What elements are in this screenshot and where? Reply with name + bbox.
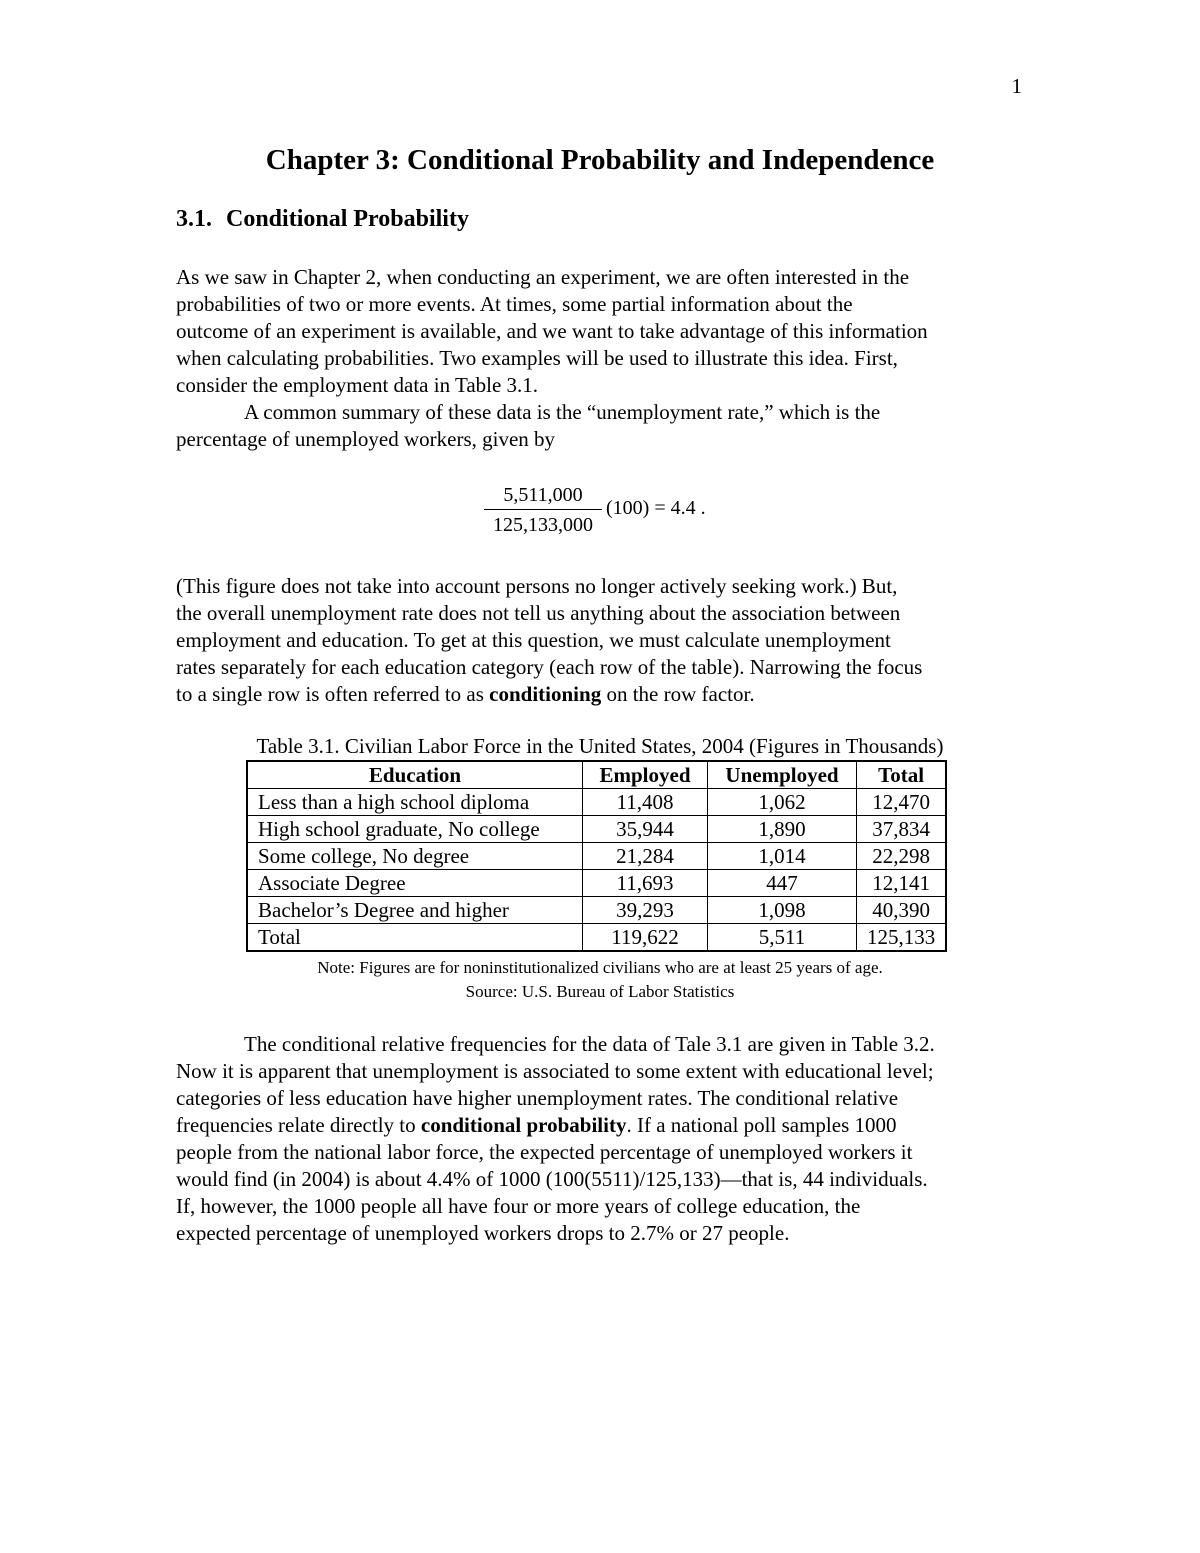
column-header: Education	[247, 761, 583, 789]
table-cell: 39,293	[583, 897, 708, 924]
bold-term: conditioning	[489, 682, 602, 706]
table-row	[247, 897, 946, 924]
fraction-denominator: 125,133,000	[493, 514, 593, 536]
text-line: categories of less education have higher unemployment rates. The conditional relative	[176, 1086, 899, 1110]
table-row	[247, 816, 946, 843]
table-cell: Total	[247, 924, 583, 952]
labor-force-table	[246, 760, 947, 952]
table-cell: 1,890	[708, 816, 857, 843]
text-line: As we saw in Chapter 2, when conducting an experiment, we are often interested in the	[176, 265, 910, 289]
table-cell: 119,622	[583, 924, 708, 952]
column-header: Total	[857, 761, 947, 789]
table-header-row	[247, 761, 946, 789]
text-line: probabilities of two or more events. At times, some partial information about the	[176, 292, 853, 316]
table-cell: 125,133	[857, 924, 947, 952]
text-line: the overall unemployment rate does not tell us anything about the association between	[176, 601, 901, 625]
text-span: frequencies relate directly to	[176, 1113, 421, 1137]
text-line: Now it is apparent that unemployment is associated to some extent with educational level;	[176, 1059, 934, 1083]
table-cell: 1,098	[708, 897, 857, 924]
fraction-bar	[484, 509, 602, 510]
text-line: percentage of unemployed workers, given by	[176, 427, 556, 451]
column-header: Unemployed	[708, 761, 857, 789]
table-cell: 12,470	[857, 789, 947, 816]
text-line: The conditional relative frequencies for the data of Tale 3.1 are given in Table 3.2.	[244, 1032, 935, 1056]
text-line: would find (in 2004) is about 4.4% of 1000 (100(5511)/125,133)—that is, 44 individuals.	[176, 1167, 928, 1191]
table-cell: 12,141	[857, 870, 947, 897]
section-title: Conditional Probability	[226, 206, 469, 232]
paragraph-intro	[176, 264, 1036, 453]
table-note: Note: Figures are for noninstitutionalized civilians who are at least 25 years of age.	[317, 958, 883, 977]
section-number: 3.1.	[176, 206, 212, 232]
text-span: . If a national poll samples 1000	[626, 1113, 897, 1137]
table-cell: High school graduate, No college	[247, 816, 583, 843]
page-number: 1	[1011, 74, 1022, 98]
section-heading	[176, 206, 469, 233]
table-cell: 5,511	[708, 924, 857, 952]
table-cell: 11,408	[583, 789, 708, 816]
text-line: employment and education. To get at this question, we must calculate unemployment	[176, 628, 891, 652]
table-cell: 11,693	[583, 870, 708, 897]
table-cell: 447	[708, 870, 857, 897]
table-cell: 1,062	[708, 789, 857, 816]
text-line: consider the employment data in Table 3.1.	[176, 373, 539, 397]
text-line: outcome of an experiment is available, and we want to take advantage of this information	[176, 319, 928, 343]
chapter-title: Chapter 3: Conditional Probability and Independence	[265, 144, 935, 176]
text-line: expected percentage of unemployed workers drops to 2.7% or 27 people.	[176, 1221, 790, 1245]
text-line: when calculating probabilities. Two examples will be used to illustrate this idea. First,	[176, 346, 898, 370]
table-cell: 22,298	[857, 843, 947, 870]
text-line	[176, 1112, 1036, 1139]
table-cell: 35,944	[583, 816, 708, 843]
table-row	[247, 870, 946, 897]
text-span: to a single row is often referred to as	[176, 682, 490, 706]
table-total-row	[247, 924, 946, 952]
table-cell: 37,834	[857, 816, 947, 843]
fraction-numerator: 5,511,000	[503, 484, 583, 506]
text-line: (This figure does not take into account persons no longer actively seeking work.) But,	[176, 574, 898, 598]
paragraph-conditional-probability	[176, 1031, 1036, 1247]
bold-term: conditional probability	[420, 1113, 627, 1137]
table-cell: Bachelor’s Degree and higher	[247, 897, 583, 924]
table-row	[247, 843, 946, 870]
unemployment-rate-formula	[484, 482, 744, 542]
table-caption: Table 3.1. Civilian Labor Force in the United States, 2004 (Figures in Thousands)	[256, 734, 944, 758]
text-line: rates separately for each education category (each row of the table). Narrowing the focus	[176, 655, 923, 679]
column-header: Employed	[583, 761, 708, 789]
table-cell: Associate Degree	[247, 870, 583, 897]
formula-result: (100) = 4.4 .	[606, 497, 706, 519]
table-cell: 40,390	[857, 897, 947, 924]
table-row	[247, 789, 946, 816]
text-line: If, however, the 1000 people all have four or more years of college education, the	[176, 1194, 861, 1218]
fraction	[484, 482, 602, 538]
table-source: Source: U.S. Bureau of Labor Statistics	[465, 982, 735, 1001]
paragraph-conditioning	[176, 573, 1036, 708]
text-span: on the row factor.	[601, 682, 755, 706]
table-cell: Less than a high school diploma	[247, 789, 583, 816]
table-cell: 1,014	[708, 843, 857, 870]
text-line	[176, 681, 1036, 708]
table-cell: Some college, No degree	[247, 843, 583, 870]
table-cell: 21,284	[583, 843, 708, 870]
text-line: A common summary of these data is the “unemployment rate,” which is the	[244, 400, 881, 424]
text-line: people from the national labor force, the expected percentage of unemployed workers it	[176, 1140, 913, 1164]
